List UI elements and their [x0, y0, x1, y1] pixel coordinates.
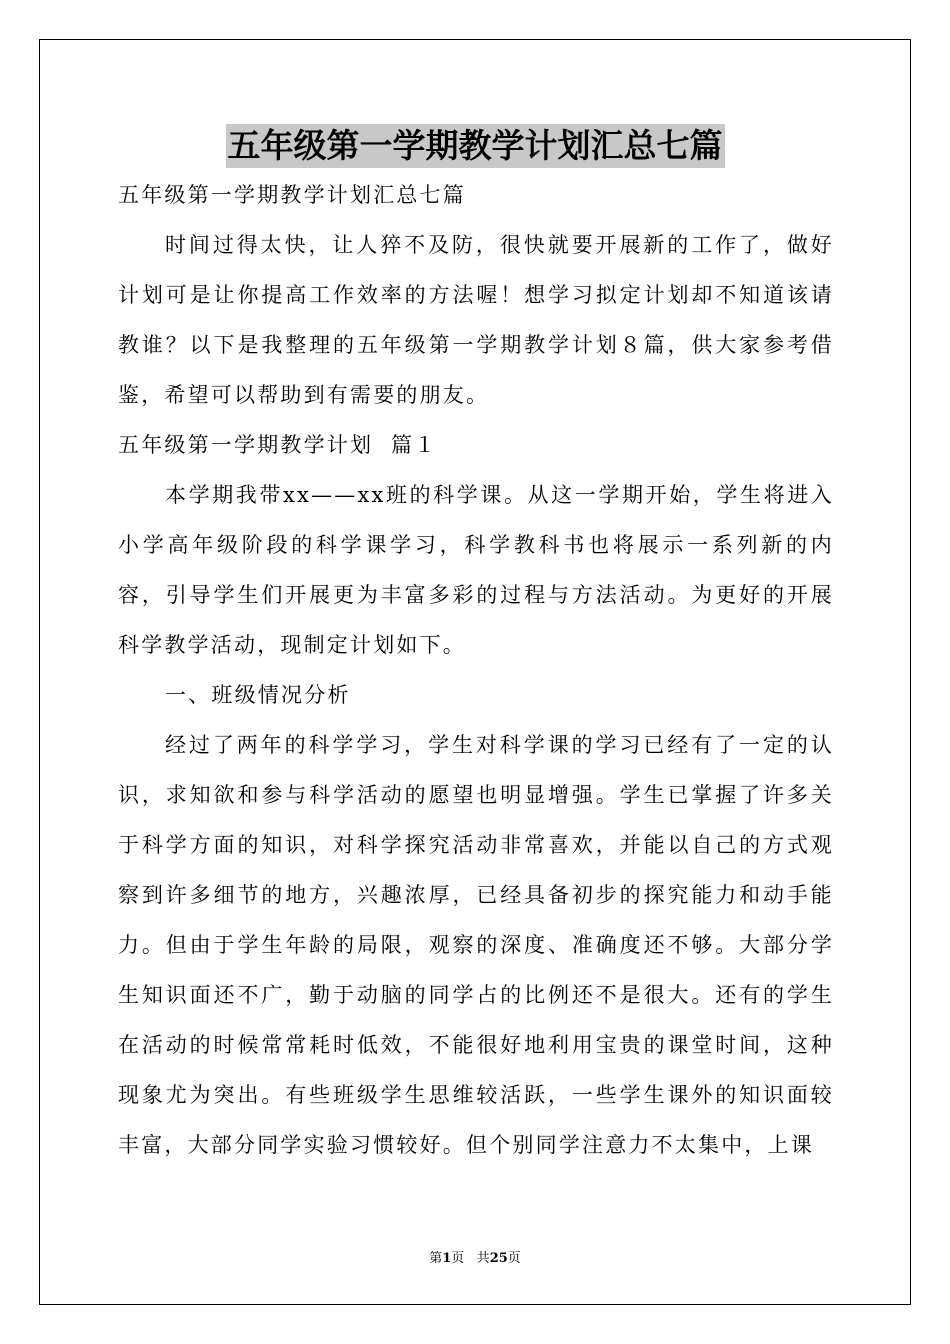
- section-heading: 五年级第一学期教学计划 篇１: [118, 433, 438, 457]
- footer-page-prefix: 第: [429, 1251, 443, 1266]
- section-paragraph: 本学期我带xx——xx班的科学课。从这一学期开始，学生将进入小学高年级阶段的科学课学习，科学教科书也将展示一系列新的内容，引导学生们开展更为丰富多彩的过程与方法活动。为更好的开展科学教学活动，现制定计划如下。: [118, 483, 834, 657]
- footer-total-prefix: 共: [476, 1251, 490, 1266]
- footer-total-suffix: 页: [507, 1251, 521, 1266]
- analysis-paragraph: 经过了两年的科学学习，学生对科学课的学习已经有了一定的认识，求知欲和参与科学活动的愿望也明显增强。学生已掌握了许多关于科学方面的知识，对科学探究活动非常喜欢，并能以自己的方式观察到许多细节的地方，兴趣浓厚，已经具备初步的探究能力和动手能力。但由于学生年龄的局限，观察的深度、准确度还不够。大部分学生知识面还不广，勤于动脑的同学占的比例还不是很大。还有的学生在活动的时候常常耗时低效，不能很好地利用宝贵的课堂时间，这种现象尤为突出。有些班级学生思维较活跃，一些学生课外的知识面较丰富，大部分同学实验习惯较好。但个别同学注意力不太集中，上课: [118, 733, 834, 1157]
- sub-heading: 一、班级情况分析: [165, 683, 351, 707]
- subtitle-line: 五年级第一学期教学计划汇总七篇: [118, 183, 466, 207]
- footer-total-pages: 25: [489, 1251, 508, 1266]
- footer-page-number: 1: [442, 1251, 452, 1266]
- page-footer: [0, 1247, 950, 1266]
- title-container: [0, 124, 950, 168]
- document-body: [118, 170, 834, 1170]
- footer-page-suffix: 页: [451, 1251, 465, 1266]
- document-title: 五年级第一学期教学计划汇总七篇: [226, 124, 725, 168]
- intro-paragraph: 时间过得太快，让人猝不及防，很快就要开展新的工作了，做好计划可是让你提高工作效率的方法喔！想学习拟定计划却不知道该请教谁？以下是我整理的五年级第一学期教学计划８篇，供大家参考借鉴，希望可以帮助到有需要的朋友。: [118, 233, 834, 407]
